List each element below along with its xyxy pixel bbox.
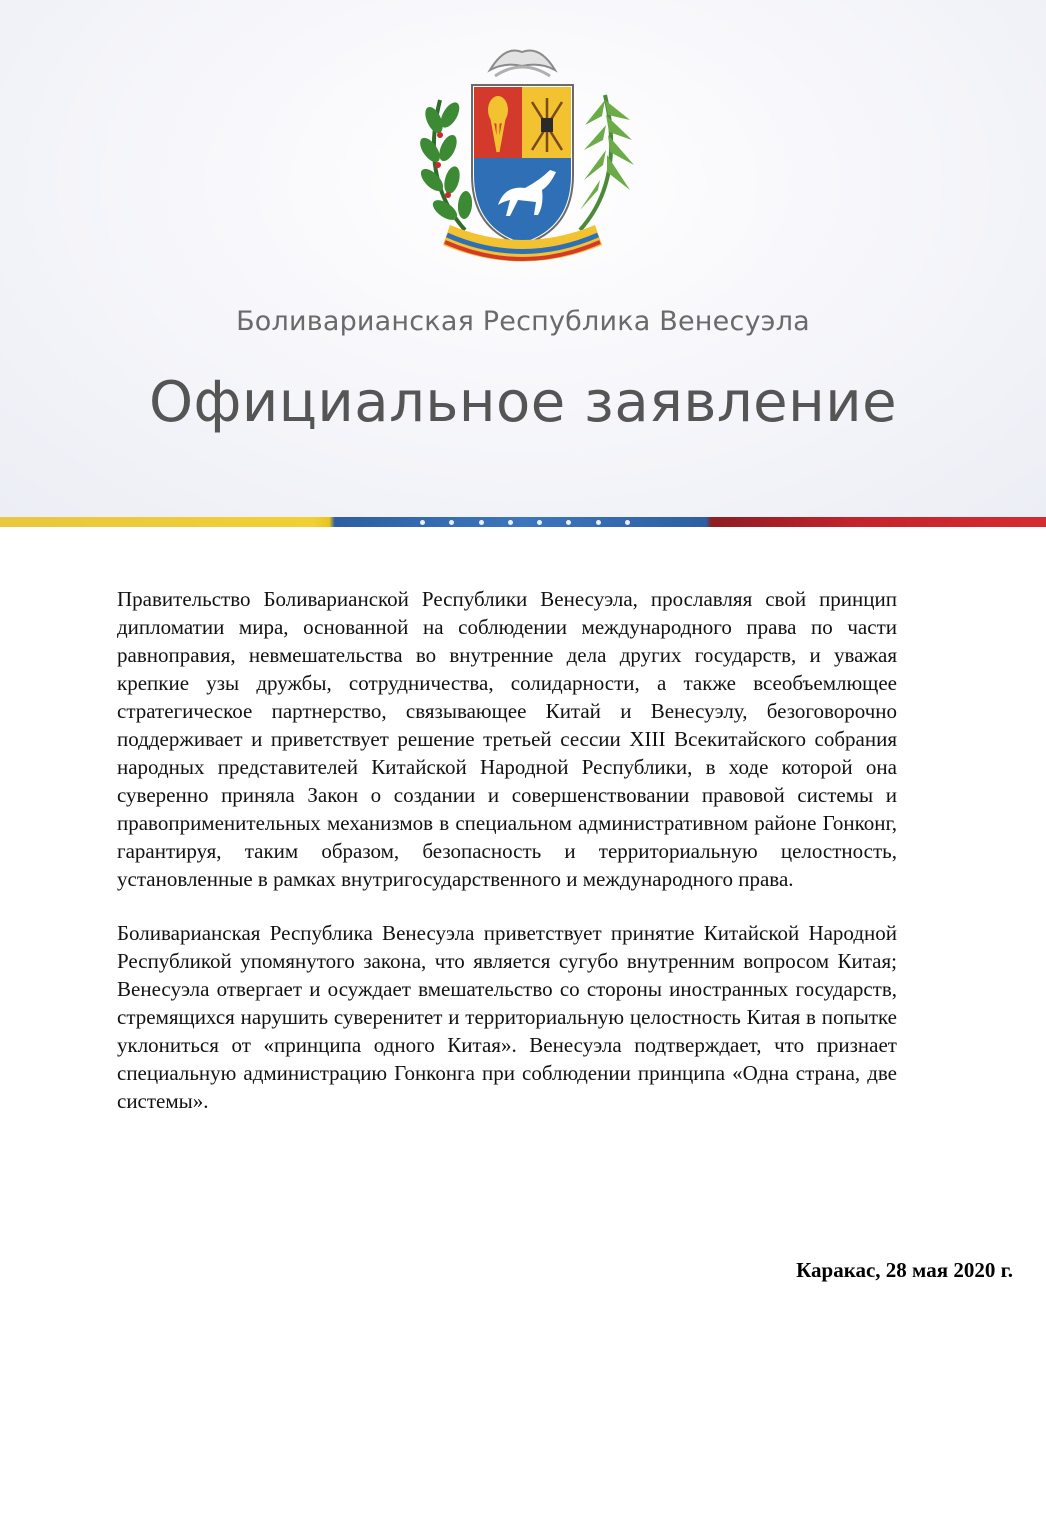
star-icon	[625, 520, 630, 525]
statement-body	[117, 585, 897, 1141]
place-date-signature: Каракас, 28 мая 2020 г.	[796, 1258, 1013, 1282]
venezuela-coat-of-arms-icon	[410, 40, 635, 280]
star-icon	[566, 520, 571, 525]
statement-paragraph: Правительство Боливарианской Республики Венесуэла, прославляя свой принцип дипломатии мира, основанной на соблюдении международного права по части равноправия, невмешательства во внутренние дела других государств, и уважая крепкие узы дружбы, сотрудничества, солидарности, а также всеобъемлющее стратегическое партнерство, связывающее Китай и Венесуэлу, безоговорочно поддерживает и приветствует решение третьей сессии XIII Всекитайского собрания народных представителей Китайской Народной Республики, в ходе которой она суверенно приняла Закон о создании и совершенствовании правовой системы и правоприменительных механизмов в специальном административном районе Гонконг, гарантируя, таким образом, безопасность и территориальную целостность, установленные в рамках внутригосударственного и международного права.	[117, 587, 897, 891]
document-title: Официальное заявление	[148, 370, 898, 435]
statement-paragraph: Боливарианская Республика Венесуэла приветствует принятие Китайской Народной Республикой упомянутого закона, что является сугубо внутренним вопросом Китая; Венесуэла отвергает и осуждает вмешательство со стороны иностранных государств, стремящихся нарушить суверенитет и территориальную целостность Китая в попытке уклониться от «принципа одного Китая». Венесуэла подтверждает, что признает специальную администрацию Гонконга при соблюдении принципа «Одна страна, две системы».	[117, 921, 897, 1113]
flag-stars	[420, 519, 630, 525]
star-icon	[537, 520, 542, 525]
star-icon	[420, 520, 425, 525]
document-header	[0, 0, 1046, 518]
star-icon	[449, 520, 454, 525]
star-icon	[479, 520, 484, 525]
republic-name: Боливарианская Республика Венесуэла	[236, 306, 810, 337]
star-icon	[508, 520, 513, 525]
star-icon	[596, 520, 601, 525]
